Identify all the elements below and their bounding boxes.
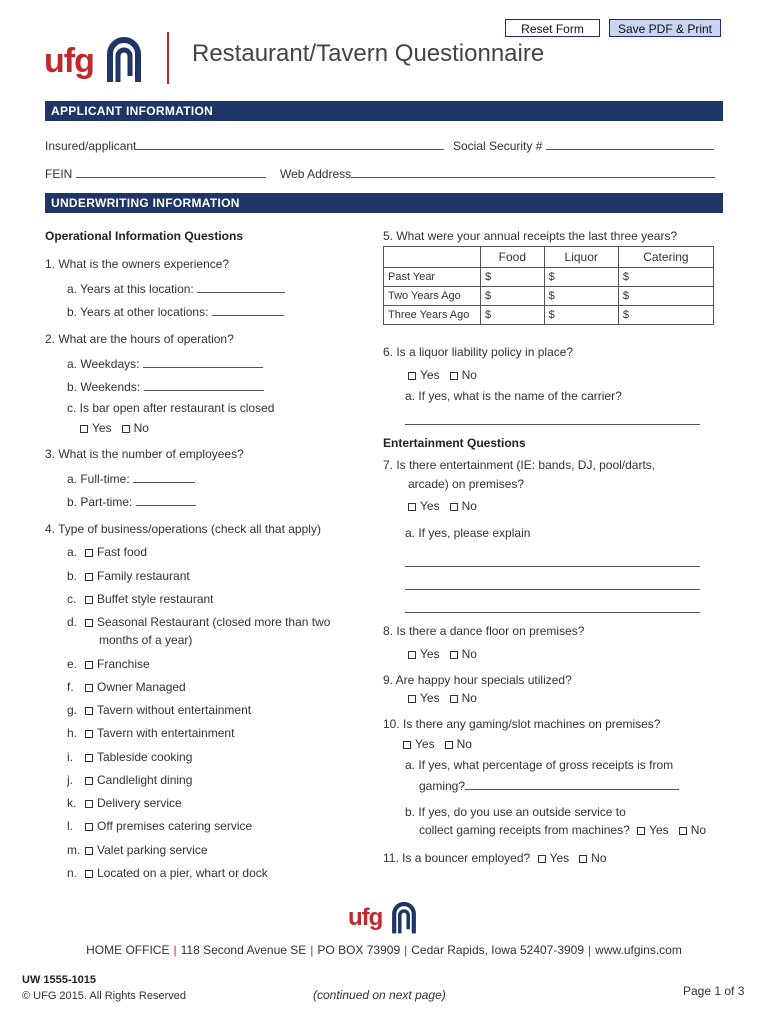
table-header-food: Food: [481, 247, 545, 268]
q1a-field[interactable]: [67, 280, 285, 296]
continued-note: (continued on next page): [313, 988, 446, 1002]
q7-no-checkbox[interactable]: [450, 503, 458, 511]
q2c-yes-checkbox[interactable]: [80, 425, 88, 433]
list-item: [67, 545, 147, 559]
form-code: UW 1555-1015: [22, 974, 96, 986]
page-number: Page 1 of 3: [683, 984, 745, 998]
liquor-cell[interactable]: $: [544, 268, 618, 287]
q7a-answer-line[interactable]: [405, 566, 700, 567]
option-letter: m.: [67, 843, 81, 857]
q7-text: 7. Is there entertainment (IE: bands, DJ, pool/darts,: [383, 458, 656, 472]
food-cell[interactable]: $: [481, 287, 545, 306]
website-link[interactable]: www.ufgins.com: [595, 943, 682, 957]
table-row: [384, 287, 714, 306]
title-divider: [167, 32, 169, 84]
option-label: Fast food: [97, 545, 148, 559]
option-letter: e.: [67, 657, 78, 671]
q11-text: 11. Is a bouncer employed?: [383, 851, 531, 865]
q10a-label: gaming?: [419, 779, 466, 793]
q2c-text: c. Is bar open after restaurant is closed: [67, 401, 275, 415]
option-label: Owner Managed: [97, 680, 186, 694]
list-item: [67, 657, 150, 671]
page-title: Restaurant/Tavern Questionnaire: [192, 40, 545, 67]
option-label: Family restaurant: [97, 569, 190, 583]
option-label: Off premises catering service: [97, 819, 253, 833]
option-label: Tavern without entertainment: [97, 703, 252, 717]
list-item: [67, 843, 208, 857]
yes-label: Yes: [420, 691, 440, 705]
option-label: Seasonal Restaurant (closed more than two: [97, 615, 331, 629]
q6a-answer-line[interactable]: [405, 424, 700, 425]
q2b-field[interactable]: [67, 378, 264, 394]
option-checkbox[interactable]: [85, 684, 93, 692]
option-checkbox[interactable]: [85, 730, 93, 738]
q2c-no-checkbox[interactable]: [122, 425, 130, 433]
option-checkbox[interactable]: [85, 823, 93, 831]
liquor-cell[interactable]: $: [544, 287, 618, 306]
q7a-text: a. If yes, please explain: [405, 526, 531, 540]
list-item: [67, 569, 190, 583]
option-checkbox[interactable]: [85, 870, 93, 878]
q2b-label: b. Weekends:: [67, 380, 141, 394]
list-item: [67, 773, 192, 787]
q10b-text: b. If yes, do you use an outside service to: [405, 805, 626, 819]
option-letter: k.: [67, 796, 77, 810]
logo-text: ufg: [44, 42, 94, 80]
fein-field[interactable]: [45, 165, 266, 181]
no-label: No: [690, 823, 707, 837]
q8-options: [408, 647, 477, 661]
insured-field[interactable]: [45, 137, 444, 153]
option-checkbox[interactable]: [85, 619, 93, 627]
option-checkbox[interactable]: [85, 800, 93, 808]
q10-yes-checkbox[interactable]: [403, 741, 411, 749]
q7a-answer-line[interactable]: [405, 589, 700, 590]
table-corner: [384, 247, 481, 268]
option-checkbox[interactable]: [85, 777, 93, 785]
q6-yes-checkbox[interactable]: [408, 372, 416, 380]
option-letter: a.: [67, 545, 78, 559]
table-header-catering: Catering: [618, 247, 713, 268]
option-letter: i.: [67, 750, 73, 764]
q2c-options: [80, 421, 149, 435]
option-checkbox[interactable]: [85, 754, 93, 762]
q11-no-checkbox[interactable]: [579, 855, 587, 863]
option-label: Franchise: [97, 657, 150, 671]
food-cell[interactable]: $: [481, 268, 545, 287]
no-label: No: [461, 499, 477, 513]
list-item: [67, 615, 330, 629]
footer-address: HOME OFFICE | 118 Second Avenue SE | PO BOX 73909 | Cedar Rapids, Iowa 52407-3909 | www.ufgins.com: [86, 943, 682, 957]
ufg-logo: [44, 34, 144, 86]
no-label: No: [461, 691, 477, 705]
yes-label: Yes: [415, 737, 435, 751]
option-letter: l.: [67, 819, 73, 833]
list-item: [67, 680, 186, 694]
option-label-cont: months of a year): [99, 633, 193, 647]
q7-text-cont: arcade) on premises?: [408, 477, 525, 491]
web-address-label: Web Address: [280, 167, 352, 181]
option-label: Tableside cooking: [97, 750, 193, 764]
list-item: [67, 750, 192, 764]
list-item: [67, 703, 251, 717]
option-label: Tavern with entertainment: [97, 726, 235, 740]
copyright: © UFG 2015. All Rights Reserved: [22, 990, 187, 1002]
q2a-field[interactable]: [67, 355, 263, 371]
row-label: Three Years Ago: [384, 306, 481, 325]
q1a-label: a. Years at this location:: [67, 282, 194, 296]
list-item: [67, 726, 234, 740]
option-letter: d.: [67, 615, 78, 629]
row-label: Two Years Ago: [384, 287, 481, 306]
yes-label: Yes: [420, 499, 440, 513]
option-letter: h.: [67, 726, 78, 740]
option-letter: g.: [67, 703, 78, 717]
q2a-label: a. Weekdays:: [67, 357, 140, 371]
catering-cell[interactable]: $: [618, 287, 713, 306]
no-label: No: [591, 851, 607, 865]
q10a-text: a. If yes, what percentage of gross receipts is from: [405, 758, 674, 772]
q3b-label: b. Part-time:: [67, 495, 133, 509]
ssn-field[interactable]: [453, 137, 714, 153]
reset-form-button[interactable]: Reset Form: [505, 19, 600, 37]
footer-logo: [348, 898, 420, 938]
catering-cell[interactable]: $: [618, 268, 713, 287]
list-item: [67, 796, 182, 810]
q7a-answer-line[interactable]: [405, 612, 700, 613]
q11-yes-checkbox[interactable]: [538, 855, 546, 863]
save-pdf-print-button[interactable]: Save PDF & Print: [609, 19, 721, 37]
yes-label: Yes: [420, 368, 440, 382]
option-checkbox[interactable]: [85, 549, 93, 557]
option-letter: f.: [67, 680, 74, 694]
option-letter: j.: [67, 773, 73, 787]
q6-text: 6. Is a liquor liability policy in place?: [383, 345, 574, 359]
table-row: [384, 268, 714, 287]
option-checkbox[interactable]: [85, 573, 93, 581]
no-label: No: [133, 421, 149, 435]
no-label: No: [461, 368, 477, 382]
footer-logo-text: ufg: [348, 904, 383, 931]
q1-text: 1. What is the owners experience?: [45, 257, 230, 271]
option-checkbox[interactable]: [85, 596, 93, 604]
q3a-label: a. Full-time:: [67, 472, 130, 486]
entertainment-heading: Entertainment Questions: [383, 436, 526, 450]
table-row: [384, 306, 714, 325]
option-letter: n.: [67, 866, 78, 880]
q7-options: [408, 499, 477, 513]
no-label: No: [456, 737, 472, 751]
option-label: Delivery service: [97, 796, 182, 810]
table-header-row: [384, 247, 714, 268]
list-item: [67, 866, 268, 880]
q10-text: 10. Is there any gaming/slot machines on premises?: [383, 717, 661, 731]
option-label: Valet parking service: [97, 843, 208, 857]
option-letter: b.: [67, 569, 78, 583]
option-label: Buffet style restaurant: [97, 592, 214, 606]
annual-receipts-table: [383, 246, 714, 325]
option-checkbox[interactable]: [85, 661, 93, 669]
logo-mark-icon: [104, 36, 144, 84]
q10b-no-checkbox[interactable]: [679, 827, 687, 835]
po-box: PO BOX 73909: [317, 943, 401, 957]
no-label: No: [461, 647, 477, 661]
ssn-label: Social Security #: [453, 139, 543, 153]
q5-text: 5. What were your annual receipts the last three years?: [383, 229, 678, 243]
q9-no-checkbox[interactable]: [450, 695, 458, 703]
option-label: Candlelight dining: [97, 773, 193, 787]
liquor-cell[interactable]: $: [544, 306, 618, 325]
q10-options: [403, 737, 472, 751]
q9-options: [408, 691, 477, 705]
q10a-field[interactable]: [419, 777, 679, 793]
q6-options: [408, 368, 477, 382]
q10-no-checkbox[interactable]: [445, 741, 453, 749]
q1b-field[interactable]: [67, 303, 284, 319]
q11-options: [383, 851, 607, 865]
row-label: Past Year: [384, 268, 481, 287]
q6-no-checkbox[interactable]: [450, 372, 458, 380]
q8-no-checkbox[interactable]: [450, 651, 458, 659]
insured-label: Insured/applicant: [45, 139, 137, 153]
q4-text: 4. Type of business/operations (check all that apply): [45, 522, 321, 536]
street-address: 118 Second Avenue SE: [180, 943, 307, 957]
q8-text: 8. Is there a dance floor on premises?: [383, 624, 585, 638]
q10b-label: collect gaming receipts from machines?: [419, 823, 630, 837]
list-item: [67, 819, 252, 833]
option-checkbox[interactable]: [85, 847, 93, 855]
q10b-yes-checkbox[interactable]: [637, 827, 645, 835]
q9-text: 9. Are happy hour specials utilized?: [383, 673, 572, 687]
city-state-zip: Cedar Rapids, Iowa 52407-3909: [411, 943, 585, 957]
q3-text: 3. What is the number of employees?: [45, 447, 244, 461]
web-address-field[interactable]: [280, 165, 715, 181]
table-header-liquor: Liquor: [544, 247, 618, 268]
yes-label: Yes: [549, 851, 570, 865]
list-item: [67, 592, 214, 606]
catering-cell[interactable]: $: [618, 306, 713, 325]
operational-heading: Operational Information Questions: [45, 229, 244, 243]
q3a-field[interactable]: [67, 470, 195, 486]
option-checkbox[interactable]: [85, 707, 93, 715]
section-underwriting-information: UNDERWRITING INFORMATION: [45, 193, 723, 213]
option-letter: c.: [67, 592, 77, 606]
yes-label: Yes: [92, 421, 112, 435]
q9-yes-checkbox[interactable]: [408, 695, 416, 703]
q8-yes-checkbox[interactable]: [408, 651, 416, 659]
q7-yes-checkbox[interactable]: [408, 503, 416, 511]
footer-logo-mark-icon: [390, 900, 418, 936]
q2-text: 2. What are the hours of operation?: [45, 332, 234, 346]
q6a-text: a. If yes, what is the name of the carrier?: [405, 389, 622, 403]
fein-label: FEIN: [45, 167, 73, 181]
q3b-field[interactable]: [67, 493, 196, 509]
q1b-label: b. Years at other locations:: [67, 305, 209, 319]
yes-label: Yes: [420, 647, 440, 661]
food-cell[interactable]: $: [481, 306, 545, 325]
yes-label: Yes: [649, 823, 669, 837]
q10b-options: [419, 823, 706, 837]
home-office-label: HOME OFFICE: [86, 943, 170, 957]
section-applicant-information: APPLICANT INFORMATION: [45, 101, 723, 121]
option-label: Located on a pier, whart or dock: [97, 866, 268, 880]
